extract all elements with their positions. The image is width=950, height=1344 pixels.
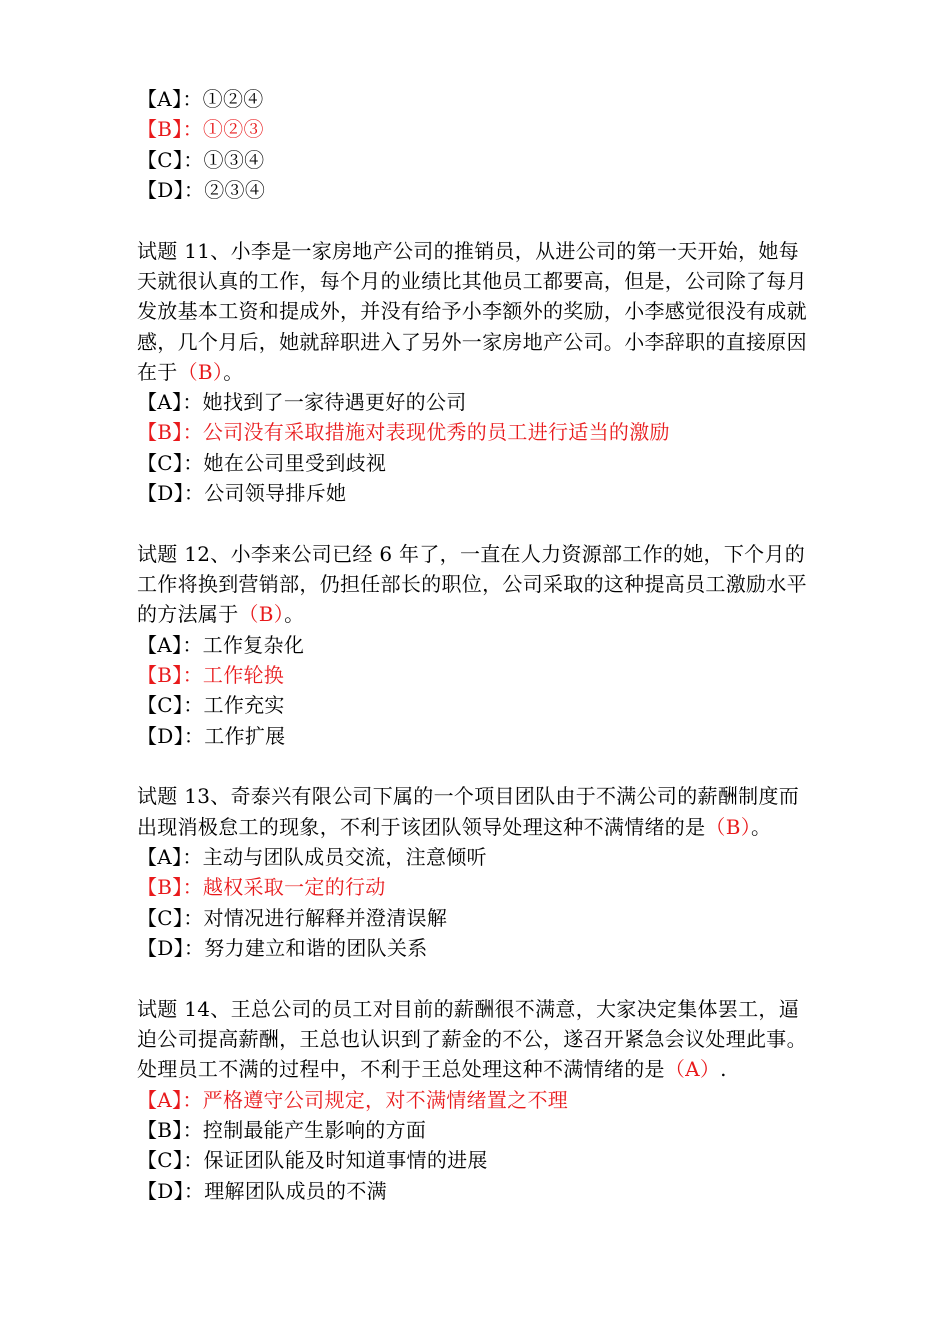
option-label: 【B】：	[137, 420, 203, 445]
question-text-line: 天就很认真的工作，每个月的业绩比其他员工都要高，但是，公司除了每月	[137, 268, 807, 293]
option-text: 保证团队能及时知道事情的进展	[203, 1148, 488, 1173]
answer-key: （B）	[705, 814, 752, 839]
option-label: 【D】：	[137, 723, 205, 748]
q12-option-b	[137, 660, 867, 690]
question-text-line: 在于（B）。	[137, 359, 244, 384]
option-text: ①②④	[202, 87, 264, 111]
question-text-line: 试题 14、王总公司的员工对目前的薪酬很不满意，大家决定集体罢工，逼	[137, 996, 800, 1021]
option-text: 工作充实	[203, 693, 285, 718]
q10-option-b	[137, 114, 867, 144]
option-label: 【D】：	[137, 481, 205, 506]
q12-option-d	[137, 721, 867, 751]
q14-option-b	[137, 1115, 867, 1145]
option-text: ①③④	[203, 147, 265, 172]
option-text: 严格遵守公司规定，对不满情绪置之不理	[202, 1087, 569, 1112]
q14-option-a	[137, 1085, 867, 1115]
option-label: 【C】：	[137, 450, 204, 475]
option-label: 【B】：	[137, 117, 203, 142]
q10-option-d	[137, 175, 867, 205]
question-text-line: 工作将换到营销部，仍担任部长的职位，公司采取的这种提高员工激励水平	[137, 572, 807, 597]
question-text-line: 处理员工不满的过程中，不利于王总处理这种不满情绪的是（A）.	[137, 1057, 727, 1082]
option-label: 【A】：	[137, 87, 203, 111]
q12-option-a	[137, 630, 867, 660]
option-label: 【C】：	[137, 147, 204, 172]
option-label: 【B】：	[137, 875, 203, 900]
q13-option-d	[137, 933, 867, 963]
option-label: 【D】：	[137, 177, 205, 202]
option-text: 主动与团队成员交流，注意倾听	[202, 845, 487, 870]
q13-option-c	[137, 903, 867, 933]
option-text: 控制最能产生影响的方面	[202, 1117, 427, 1142]
q13-option-a	[137, 842, 867, 872]
answer-key: （B）	[177, 359, 224, 384]
option-label: 【C】：	[137, 905, 204, 930]
question-text-line: 试题 13、奇泰兴有限公司下属的一个项目团队由于不满公司的薪酬制度而	[137, 784, 800, 809]
q12-option-c	[137, 690, 867, 720]
option-text: 她找到了一家待遇更好的公司	[202, 390, 467, 415]
question-text-line: 发放基本工资和提成外，并没有给予小李额外的奖励，小李感觉很没有成就	[137, 299, 807, 324]
option-label: 【B】：	[137, 663, 203, 688]
question-text-line: 试题 11、小李是一家房地产公司的推销员，从进公司的第一天开始，她每	[137, 238, 800, 263]
option-label: 【B】：	[137, 1117, 203, 1142]
option-text: 工作扩展	[204, 723, 286, 748]
question-text-line: 迫公司提高薪酬，王总也认识到了薪金的不公，遂召开紧急会议处理此事。	[137, 1027, 807, 1052]
q11-option-b	[137, 417, 867, 447]
option-label: 【A】：	[137, 632, 203, 657]
q13-option-b	[137, 872, 867, 902]
option-label: 【A】：	[137, 390, 203, 415]
option-text: 工作轮换	[202, 663, 285, 688]
option-text: ②③④	[204, 177, 266, 202]
option-label: 【D】：	[137, 935, 205, 960]
option-label: 【A】：	[137, 845, 203, 870]
option-text: 公司没有采取措施对表现优秀的员工进行适当的激励	[202, 420, 670, 445]
q10-option-a	[137, 84, 867, 114]
option-text: ①②③	[202, 117, 264, 142]
q11-option-a	[137, 387, 867, 417]
option-text: 公司领导排斥她	[204, 481, 347, 506]
question-text-line: 的方法属于（B）。	[137, 602, 305, 627]
option-label: 【C】：	[137, 1148, 204, 1173]
question-text-line: 出现消极怠工的现象，不利于该团队领导处理这种不满情绪的是（B）。	[137, 814, 772, 839]
q10-options	[137, 84, 867, 205]
q10-option-c	[137, 145, 867, 175]
option-text: 对情况进行解释并澄清误解	[203, 905, 448, 930]
option-text: 她在公司里受到歧视	[203, 450, 387, 475]
question-text-line: 感，几个月后，她就辞职进入了另外一家房地产公司。小李辞职的直接原因	[137, 329, 807, 354]
option-label: 【A】：	[137, 1087, 203, 1112]
option-text: 工作复杂化	[202, 632, 305, 657]
answer-key: （B）	[238, 602, 285, 627]
question-11	[137, 236, 867, 509]
answer-key: （A）	[664, 1057, 721, 1082]
question-text-line: 试题 12、小李来公司已经 6 年了，一直在人力资源部工作的她，下个月的	[137, 541, 806, 566]
question-13	[137, 781, 867, 963]
option-text: 越权采取一定的行动	[202, 875, 386, 900]
q14-option-d	[137, 1176, 867, 1206]
question-12	[137, 539, 867, 751]
document-body	[137, 84, 867, 1236]
q14-option-c	[137, 1145, 867, 1175]
option-label: 【C】：	[137, 693, 204, 718]
question-14	[137, 994, 867, 1206]
q11-option-d	[137, 478, 867, 508]
option-text: 努力建立和谐的团队关系	[204, 935, 428, 960]
option-label: 【D】：	[137, 1178, 205, 1203]
q11-option-c	[137, 448, 867, 478]
option-text: 理解团队成员的不满	[204, 1178, 387, 1203]
